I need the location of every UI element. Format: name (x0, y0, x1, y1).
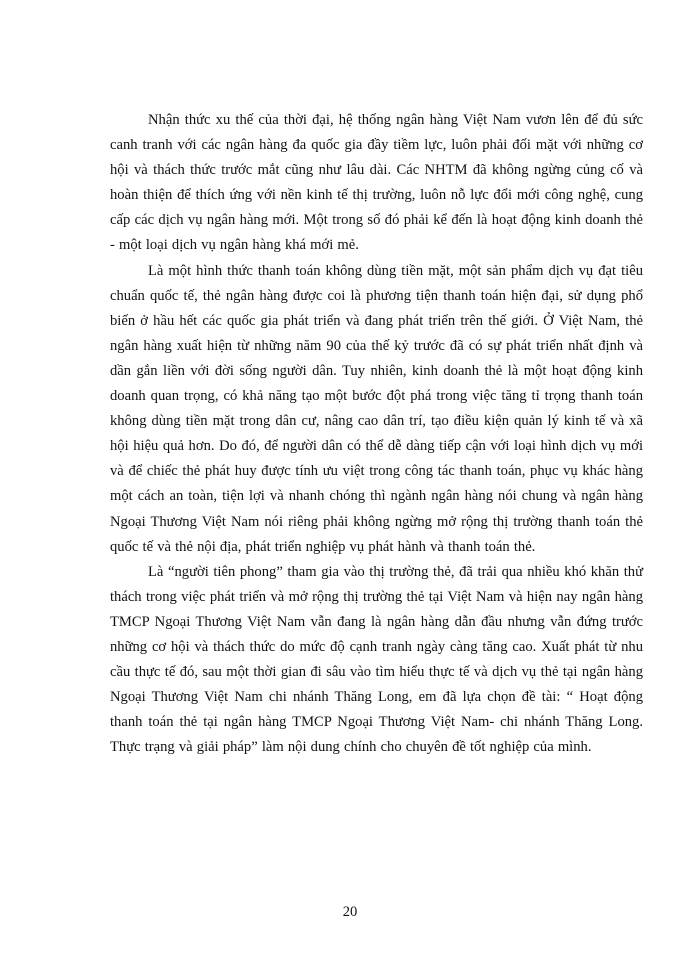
paragraph-1: Nhận thức xu thế của thời đại, hệ thống ngân hàng Việt Nam vươn lên để đủ sức canh tranh với các ngân hàng đa quốc gia đầy tiềm lực, luôn phải đối mặt với những cơ hội và thách thức trước mắt cũng như lâu dài. Các NHTM đã không ngừng củng cố và hoàn thiện để thích ứng với nền kinh tế thị trường, luôn nỗ lực đổi mới công nghệ, cung cấp các dịch vụ ngân hàng mới. Một trong số đó phải kể đến là hoạt động kinh doanh thẻ - một loại dịch vụ ngân hàng khá mới mẻ. (110, 112, 643, 254)
body-text (110, 108, 643, 760)
page-number: 20 (342, 904, 358, 920)
paragraph-3: Là “người tiên phong” tham gia vào thị trường thẻ, đã trải qua nhiều khó khăn thử thách trong việc phát triển và mở rộng thị trường thẻ tại Việt Nam và hiện nay ngân hàng TMCP Ngoại Thương Việt Nam vẫn đang là ngân hàng dẫn đầu nhưng vẫn đứng trước những cơ hội và thách thức do mức độ cạnh tranh ngày càng tăng cao. Xuất phát từ nhu cầu thực tế đó, sau một thời gian đi sâu vào tìm hiểu thực tế và dịch vụ thẻ tại ngân hàng Ngoại Thương Việt Nam chi nhánh Thăng Long, em đã lựa chọn đề tài: “ Hoạt động thanh toán thẻ tại ngân hàng TMCP Ngoại Thương Việt Nam- chi nhánh Thăng Long. Thực trạng và giải pháp” làm nội dung chính cho chuyên đề tốt nghiệp của mình. (110, 563, 643, 756)
paragraph-2: Là một hình thức thanh toán không dùng tiền mặt, một sản phẩm dịch vụ đạt tiêu chuẩn quốc tế, thẻ ngân hàng được coi là phương tiện thanh toán hiện đại, sử dụng phổ biến ở hầu hết các quốc gia phát triển và đang phát triển trên thế giới. Ở Việt Nam, thẻ ngân hàng xuất hiện từ những năm 90 của thế kỷ trước đã có sự phát triển nhất định và dần gắn liền với đời sống người dân. Tuy nhiên, kinh doanh thẻ là một hoạt động kinh doanh quan trọng, có khả năng tạo một bước đột phá trong việc tăng tỉ trọng thanh toán không dùng tiền mặt trong dân cư, nâng cao dân trí, tạo điều kiện quản lý kinh tế và xã hội hiệu quả hơn. Do đó, để người dân có thể dễ dàng tiếp cận với loại hình dịch vụ mới và để chiếc thẻ phát huy được tính ưu việt trong công tác thanh toán, phục vụ khác hàng một cách an toàn, tiện lợi và nhanh chóng thì ngành ngân hàng nói chung và ngân hàng Ngoại Thương Việt Nam nói riêng phải không ngừng mở rộng thị trường thanh toán thẻ quốc tế và thẻ nội địa, phát triển nghiệp vụ phát hành và thanh toán thẻ. (110, 262, 643, 555)
